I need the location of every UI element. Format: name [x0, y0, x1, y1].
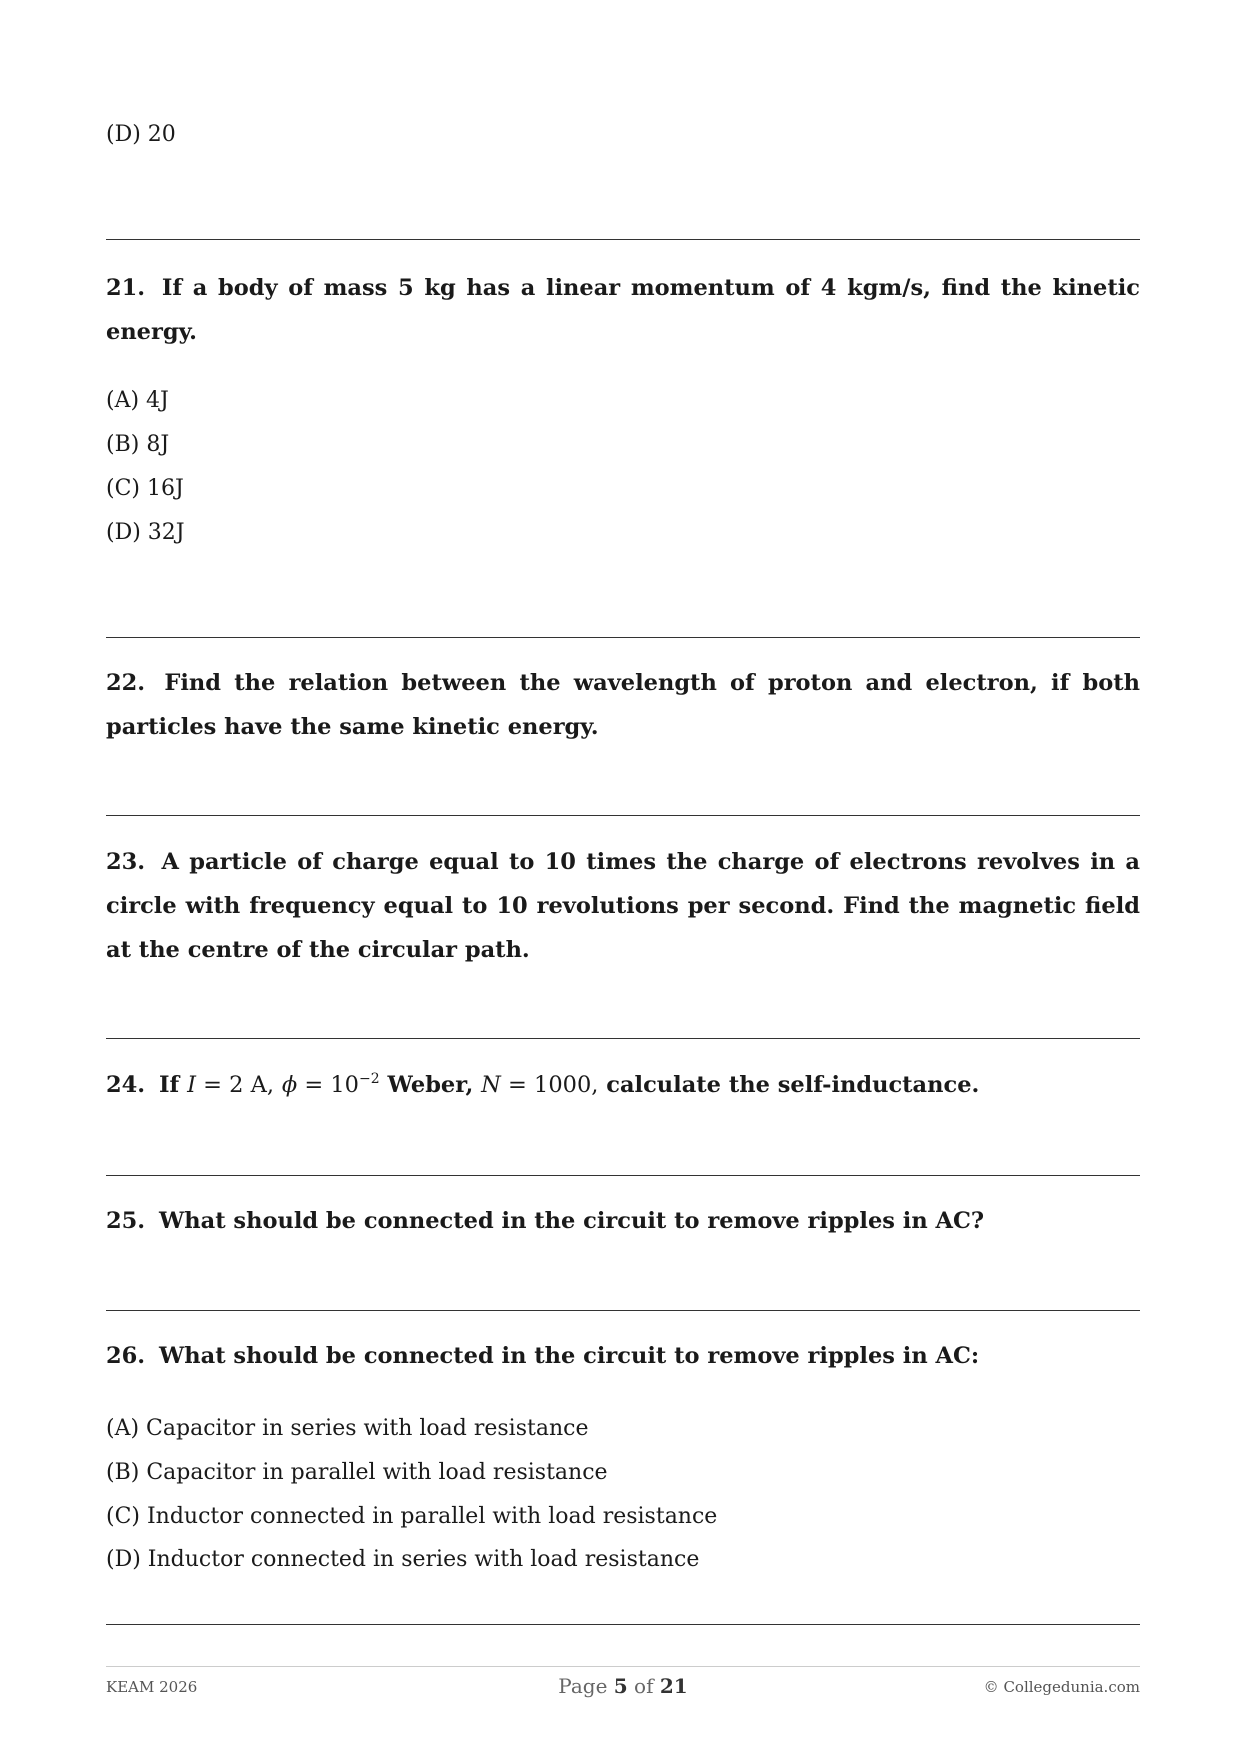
- page-word: Page: [558, 1674, 608, 1698]
- footer-exam-name: KEAM 2026: [106, 1678, 198, 1696]
- question-22: [106, 661, 1140, 749]
- q21-option-c: (C) 16J: [106, 476, 184, 501]
- q21-option-d: (D) 32J: [106, 520, 185, 545]
- divider: [106, 1624, 1140, 1625]
- math-turns: [481, 1072, 598, 1098]
- question-21: [106, 266, 1140, 354]
- math-var-phi: ϕ: [281, 1072, 298, 1098]
- math-flux: [282, 1072, 380, 1098]
- divider: [106, 1038, 1140, 1039]
- math-current-value: = 2 A,: [203, 1072, 274, 1098]
- page-current: 5: [613, 1674, 628, 1698]
- question-number: 21.: [106, 275, 146, 301]
- divider: [106, 1310, 1140, 1311]
- q21-option-b: (B) 8J: [106, 432, 170, 457]
- question-text: Find the relation between the wavelength of proton and electron, if both particles have the same kinetic energy.: [106, 670, 1140, 740]
- divider: [106, 815, 1140, 816]
- divider: [106, 637, 1140, 638]
- question-number: 22.: [106, 670, 146, 696]
- question-26: [106, 1334, 1140, 1378]
- question-number: 26.: [106, 1343, 146, 1369]
- math-turns-value: = 1000,: [508, 1072, 599, 1098]
- divider: [106, 1175, 1140, 1176]
- math-var-N: N: [481, 1072, 501, 1098]
- question-number: 25.: [106, 1208, 146, 1234]
- math-flux-exponent: −2: [358, 1071, 380, 1087]
- question-number: 23.: [106, 849, 146, 875]
- q26-option-d: (D) Inductor connected in series with load resistance: [106, 1547, 700, 1572]
- question-text: calculate the self-inductance.: [606, 1072, 980, 1098]
- question-text: What should be connected in the circuit to remove ripples in AC:: [159, 1343, 980, 1369]
- question-text: What should be connected in the circuit to remove ripples in AC?: [159, 1208, 985, 1234]
- question-text: If a body of mass 5 kg has a linear momentum of 4 kgm/s, find the kinetic energy.: [106, 275, 1140, 345]
- math-current: [187, 1072, 274, 1098]
- option-d-prev: (D) 20: [106, 122, 176, 147]
- question-number: 24.: [106, 1072, 146, 1098]
- math-flux-value: = 10: [304, 1072, 359, 1098]
- footer-divider: [106, 1666, 1140, 1667]
- math-var-I: I: [187, 1072, 196, 1098]
- text-if: If: [159, 1072, 180, 1098]
- document-page: [106, 0, 1140, 1754]
- q26-option-c: (C) Inductor connected in parallel with load resistance: [106, 1504, 718, 1529]
- q26-option-b: (B) Capacitor in parallel with load resistance: [106, 1460, 608, 1485]
- q21-option-a: (A) 4J: [106, 388, 169, 413]
- question-25: [106, 1199, 1140, 1243]
- page-of: of: [634, 1674, 654, 1698]
- question-23: [106, 840, 1140, 972]
- page-total: 21: [659, 1674, 688, 1698]
- question-24: [106, 1063, 1140, 1107]
- q26-option-a: (A) Capacitor in series with load resistance: [106, 1416, 589, 1441]
- text-weber: Weber,: [387, 1072, 474, 1098]
- divider: [106, 239, 1140, 240]
- footer-copyright: © Collegedunia.com: [983, 1678, 1140, 1696]
- question-text: A particle of charge equal to 10 times the charge of electrons revolves in a circle with frequency equal to 10 revolutions per second. Find the magnetic field at the centre of the circular path.: [106, 849, 1141, 963]
